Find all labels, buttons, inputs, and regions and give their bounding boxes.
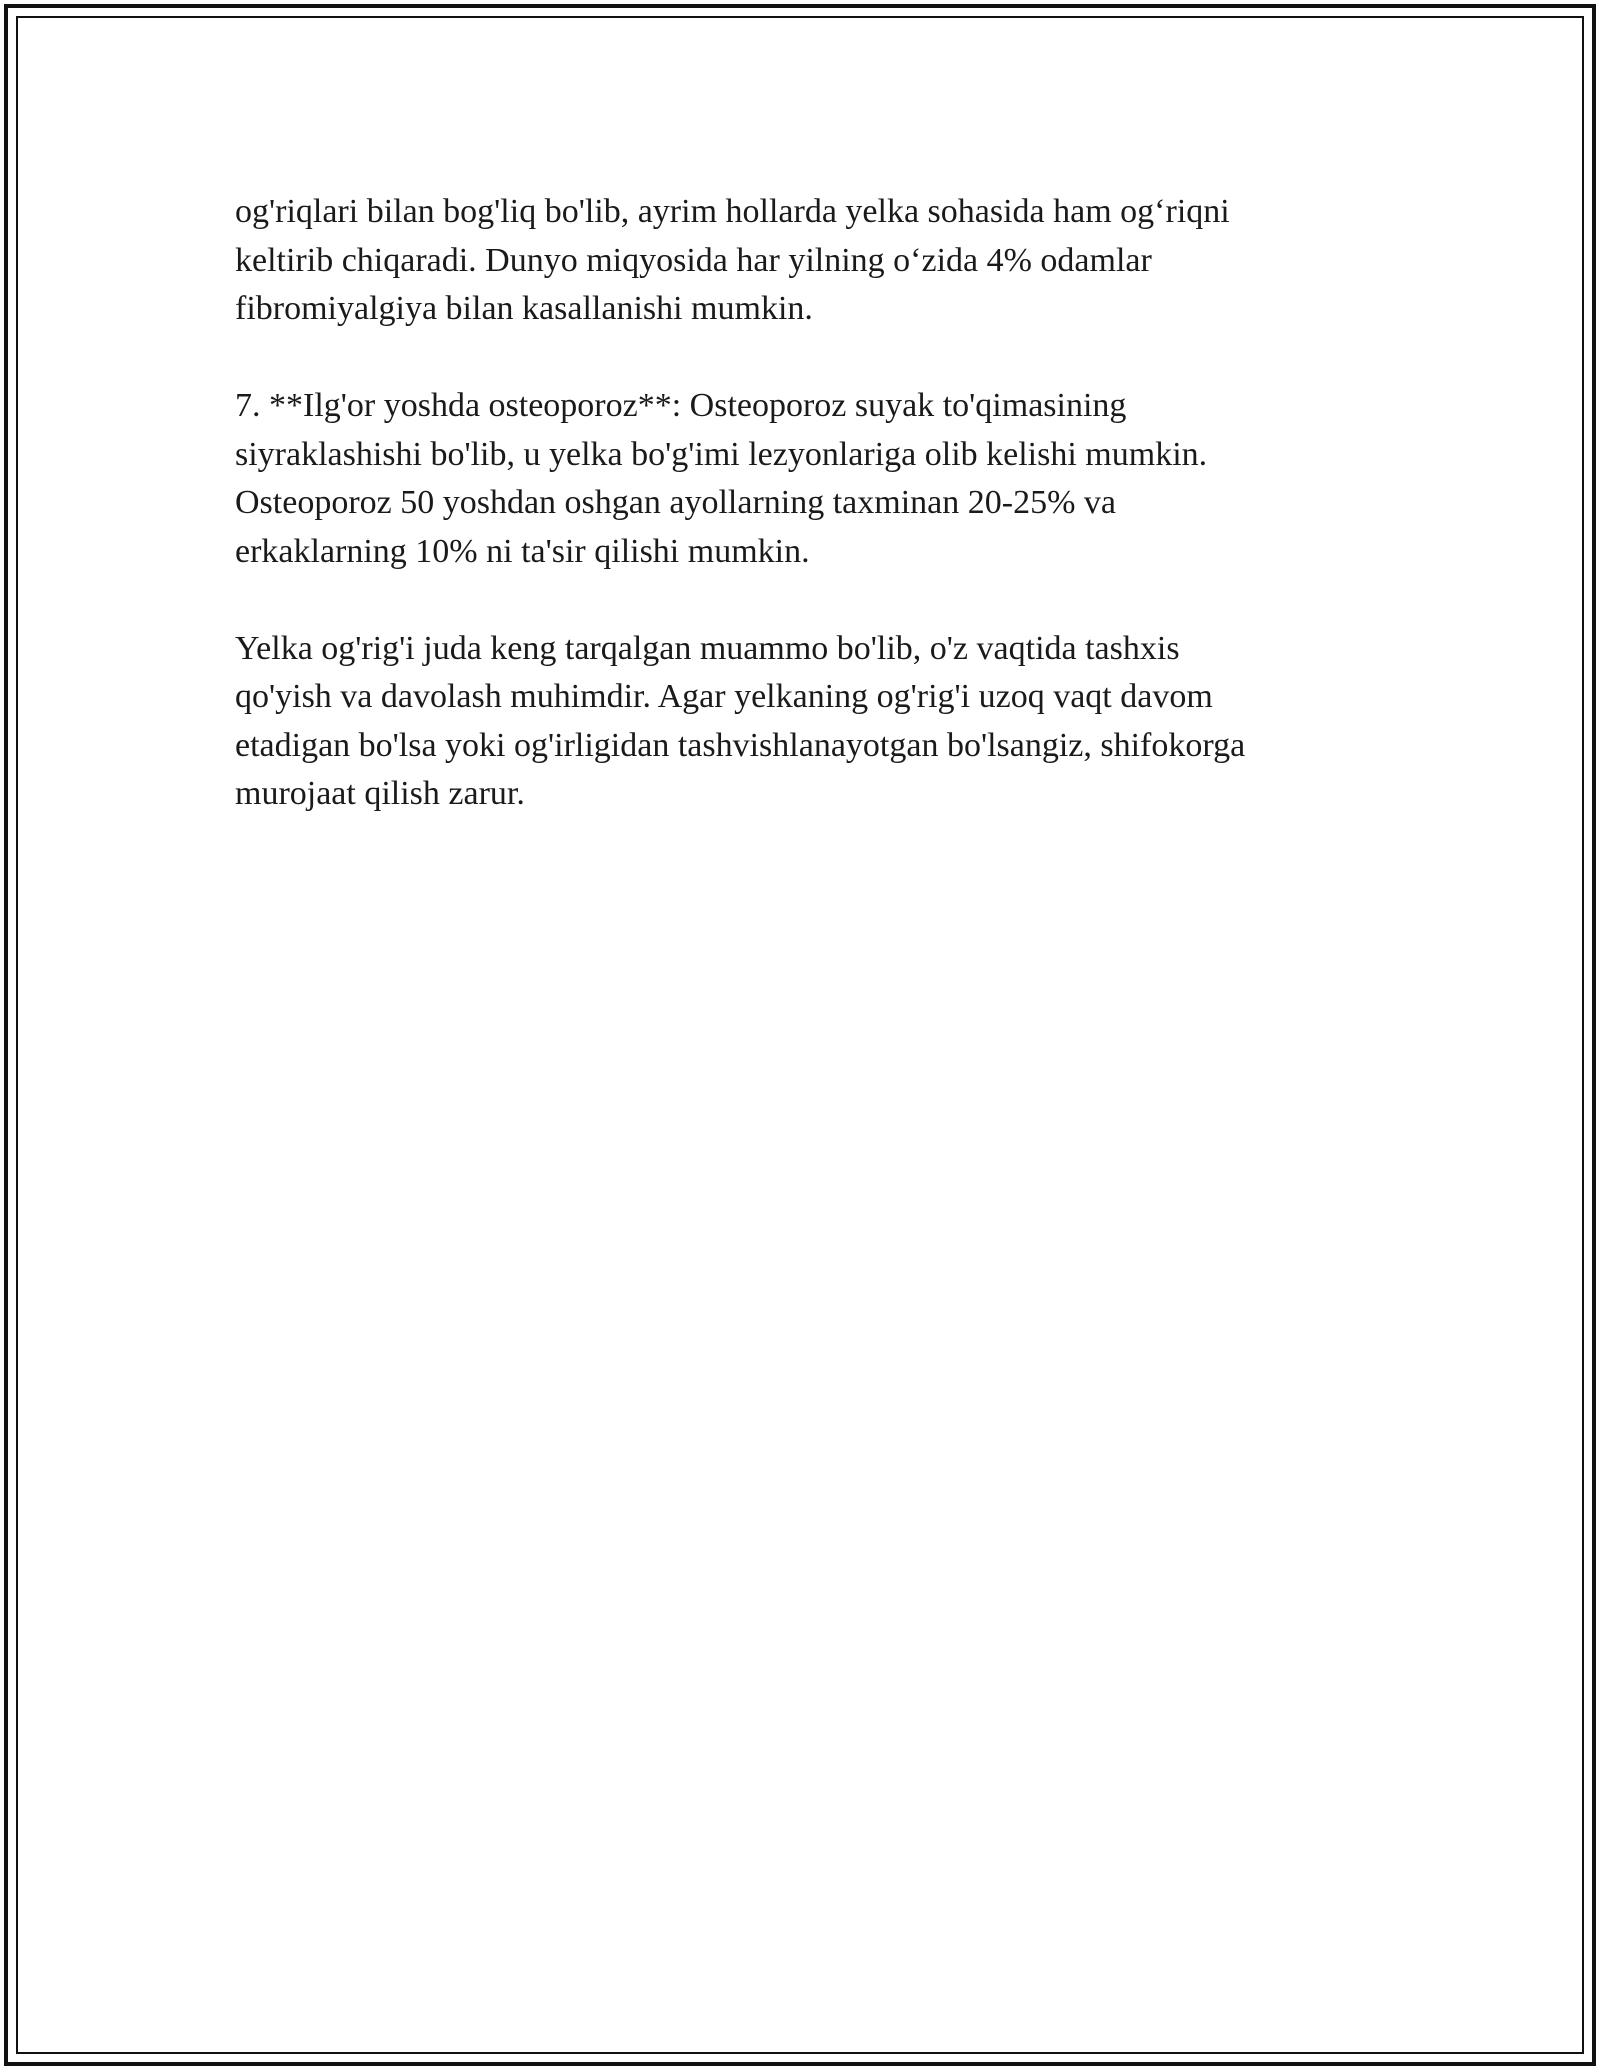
text-line: etadigan bo'lsa yoki og'irligidan tashvishlanayotgan bo'lsangiz, shifokorga <box>235 726 1246 764</box>
text-line: fibromiyalgiya bilan kasallanishi mumkin. <box>235 290 813 327</box>
text-line: qo'yish va davolash muhimdir. Agar yelkaning og'rig'i uzoq vaqt davom <box>235 678 1213 715</box>
document-body <box>235 188 1365 867</box>
paragraph-fibromyalgia <box>235 188 1365 334</box>
text-line: keltirib chiqaradi. Dunyo miqyosida har yilning o‘zida 4% odamlar <box>235 241 1152 279</box>
text-line: siyraklashishi bo'lib, u yelka bo'g'imi lezyonlariga olib kelishi mumkin. <box>235 435 1208 473</box>
text-line: erkaklarning 10% ni ta'sir qilishi mumkin. <box>235 532 810 570</box>
text-line: Yelka og'rig'i juda keng tarqalgan muammo bo'lib, o'z vaqtida tashxis <box>235 629 1180 667</box>
text-line: murojaat qilish zarur. <box>235 775 525 812</box>
text-line: 7. **Ilg'or yoshda osteoporoz**: Osteoporoz suyak to'qimasining <box>235 387 1127 424</box>
paragraph-conclusion <box>235 625 1365 819</box>
paragraph-osteoporosis <box>235 382 1365 576</box>
text-line: Osteoporoz 50 yoshdan oshgan ayollarning taxminan 20-25% va <box>235 484 1116 521</box>
text-line: og'riqlari bilan bog'liq bo'lib, ayrim hollarda yelka sohasida ham og‘riqni <box>235 193 1230 230</box>
